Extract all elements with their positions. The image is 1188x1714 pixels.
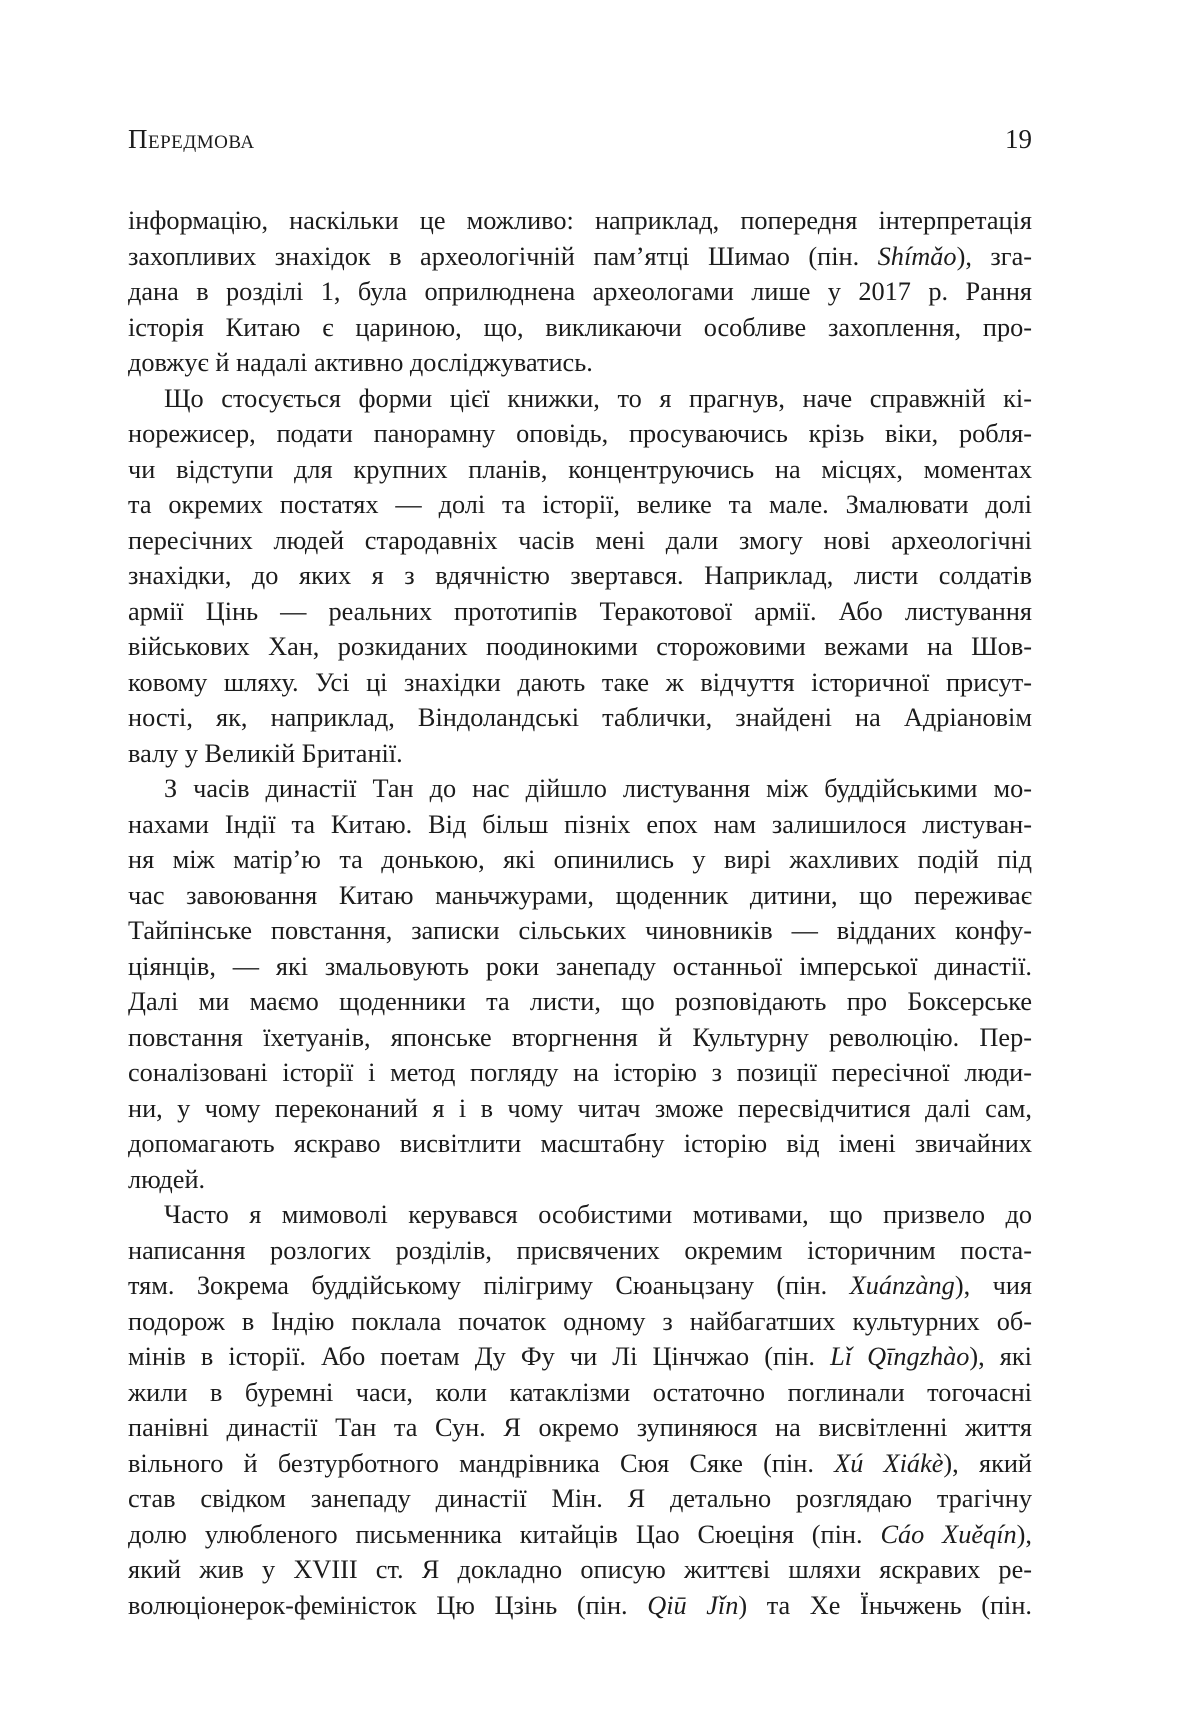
text-run: військових Хан, розкиданих поодинокими сторожовими вежами на Шов- xyxy=(128,632,1032,661)
text-line xyxy=(128,913,1032,949)
text-run: допомагають яскраво висвітлити масштабну історію від імені звичайних xyxy=(128,1129,1032,1158)
pinyin-term: Cáo Xuěqín xyxy=(880,1519,1017,1549)
text-run: ковому шляху. Усі ці знахідки дають таке ж відчуття історичної присут- xyxy=(128,667,1032,697)
text-line xyxy=(128,1197,1032,1233)
paragraph xyxy=(128,771,1032,1197)
text-line xyxy=(128,1268,1032,1304)
text-run: захопливих знахідок в археологічній пам’ятці Шимао (пін. xyxy=(128,241,878,271)
text-line xyxy=(128,310,1032,346)
text-line xyxy=(128,1552,1032,1588)
text-run: довжує й надалі активно досліджуватись. xyxy=(128,348,593,377)
text-run: армії Цінь — реальних прототипів Теракотової армії. Або листування xyxy=(128,596,1032,626)
text-line xyxy=(128,1410,1032,1446)
text-line xyxy=(128,1375,1032,1411)
text-line xyxy=(128,239,1032,275)
text-line xyxy=(128,345,1032,381)
paragraph xyxy=(128,381,1032,772)
text-line xyxy=(128,1162,1032,1198)
pinyin-term: Xuánzàng xyxy=(849,1271,955,1300)
text-run: написання розлогих розділів, присвячених окремим історичним поста- xyxy=(128,1235,1032,1265)
text-line xyxy=(128,665,1032,701)
text-line xyxy=(128,1588,1032,1624)
text-line xyxy=(128,594,1032,630)
pinyin-term: Qiū Jǐn xyxy=(647,1590,739,1620)
text-run: Тайпінське повстання, записки сільських чиновників — відданих конфу- xyxy=(128,916,1032,945)
text-line xyxy=(128,771,1032,807)
chapter-title: Передмова xyxy=(128,124,255,154)
text-run: ня між матір’ю та донькою, які опинились у вирі жахливих подій під xyxy=(128,845,1032,874)
text-run: ), чия xyxy=(954,1271,1032,1300)
text-run: став свідком занепаду династії Мін. Я детально розглядаю трагічну xyxy=(128,1484,1032,1513)
text-run: З часів династії Тан до нас дійшло листування між буддійськими мо- xyxy=(164,774,1032,803)
text-run: повстання їхетуанів, японське вторгнення й Культурну революцію. Пер- xyxy=(128,1022,1032,1052)
text-line xyxy=(128,629,1032,665)
text-line xyxy=(128,1517,1032,1553)
pinyin-term: Shímǎo xyxy=(877,241,957,271)
text-run: мінів в історії. Або поетам Ду Фу чи Лі Цінчжао (пін. xyxy=(128,1342,831,1371)
running-header xyxy=(128,124,1032,154)
pinyin-term: Xú Xiákè xyxy=(834,1448,944,1478)
text-line xyxy=(128,487,1032,523)
text-run: вільного й безтурботного мандрівника Сюя Сяке (пін. xyxy=(128,1448,835,1478)
text-run: ності, як, наприклад, Віндоландські таблички, знайдені на Адріановім xyxy=(128,703,1032,732)
text-line xyxy=(128,1126,1032,1162)
text-run: панівні династії Тан та Сун. Я окремо зупиняюся на висвітленні життя xyxy=(128,1413,1032,1442)
text-run: людей. xyxy=(128,1164,206,1194)
text-run: та окремих постатях — долі та історії, велике та мале. Змалювати долі xyxy=(128,490,1032,519)
text-run: час завоювання Китаю маньчжурами, щоденник дитини, що переживає xyxy=(128,880,1032,910)
text-run: ), які xyxy=(969,1342,1032,1371)
text-run: ), xyxy=(1016,1519,1032,1549)
text-line xyxy=(128,1304,1032,1340)
text-line xyxy=(128,558,1032,594)
text-line xyxy=(128,416,1032,452)
text-run: Далі ми маємо щоденники та листи, що розповідають про Боксерське xyxy=(128,987,1032,1016)
text-run: Що стосується форми цієї книжки, то я прагнув, наче справжній кі- xyxy=(164,383,1032,413)
text-run: нахами Індії та Китаю. Від більш пізніх епох нам залишилося листуван- xyxy=(128,809,1032,839)
text-run: інформацію, наскільки це можливо: наприклад, попередня інтерпретація xyxy=(128,206,1032,235)
text-run: пересічних людей стародавніх часів мені дали змогу нові археологічні xyxy=(128,525,1032,555)
paragraph xyxy=(128,1197,1032,1623)
text-run: знахідки, до яких я з вдячністю звертався. Наприклад, листи солдатів xyxy=(128,561,1032,590)
text-line xyxy=(128,736,1032,772)
text-run: Часто я мимоволі керувався особистими мотивами, що призвело до xyxy=(164,1200,1032,1229)
text-line xyxy=(128,1339,1032,1375)
text-run: валу у Великій Британії. xyxy=(128,738,403,768)
text-run: ни, у чому переконаний я і в чому читач зможе пересвідчитися далі сам, xyxy=(128,1093,1032,1123)
text-run: тям. Зокрема буддійському пілігриму Сюаньцзану (пін. xyxy=(128,1271,850,1300)
text-run: волюціонерок-феміністок Цю Цзінь (пін. xyxy=(128,1590,648,1620)
pinyin-term: Lǐ Qīngzhào xyxy=(830,1342,970,1371)
text-run: чи відступи для крупних планів, концентруючись на місцях, моментах xyxy=(128,454,1032,484)
text-run: ), який xyxy=(943,1448,1032,1478)
text-line xyxy=(128,203,1032,239)
text-line xyxy=(128,878,1032,914)
text-line xyxy=(128,1233,1032,1269)
text-line xyxy=(128,1091,1032,1127)
text-line xyxy=(128,523,1032,559)
text-line xyxy=(128,381,1032,417)
text-line xyxy=(128,1446,1032,1482)
text-run: долю улюбленого письменника китайців Цао Сюеціня (пін. xyxy=(128,1519,881,1549)
text-line xyxy=(128,1055,1032,1091)
page-number: 19 xyxy=(1005,124,1032,154)
text-line xyxy=(128,949,1032,985)
text-run: норежисер, подати панорамну оповідь, просуваючись крізь віки, робля- xyxy=(128,419,1032,448)
text-line xyxy=(128,1481,1032,1517)
text-run: який жив у XVIII ст. Я докладно описую життєві шляхи яскравих ре- xyxy=(128,1555,1032,1584)
text-run: історія Китаю є цариною, що, викликаючи особливе захоплення, про- xyxy=(128,312,1032,342)
text-line xyxy=(128,1020,1032,1056)
text-run: ціянців, — які змальовують роки занепаду останньої імперської династії. xyxy=(128,951,1032,981)
text-run: жили в буремні часи, коли катаклізми остаточно поглинали тогочасні xyxy=(128,1377,1032,1407)
body-text xyxy=(128,203,1032,1623)
text-line xyxy=(128,452,1032,488)
text-line xyxy=(128,842,1032,878)
text-line xyxy=(128,807,1032,843)
text-line xyxy=(128,984,1032,1020)
text-run: ) та Хе Їньчжень (пін. xyxy=(738,1590,1033,1620)
text-run: дана в розділі 1, була оприлюднена археологами лише у 2017 р. Рання xyxy=(128,277,1032,306)
text-line xyxy=(128,700,1032,736)
text-line xyxy=(128,274,1032,310)
paragraph xyxy=(128,203,1032,381)
text-run: соналізовані історії і метод погляду на історію з позиції пересічної люди- xyxy=(128,1058,1032,1087)
text-run: ), зга- xyxy=(956,241,1032,271)
text-run: подорож в Індію поклала початок одному з найбагатших культурних об- xyxy=(128,1306,1032,1336)
